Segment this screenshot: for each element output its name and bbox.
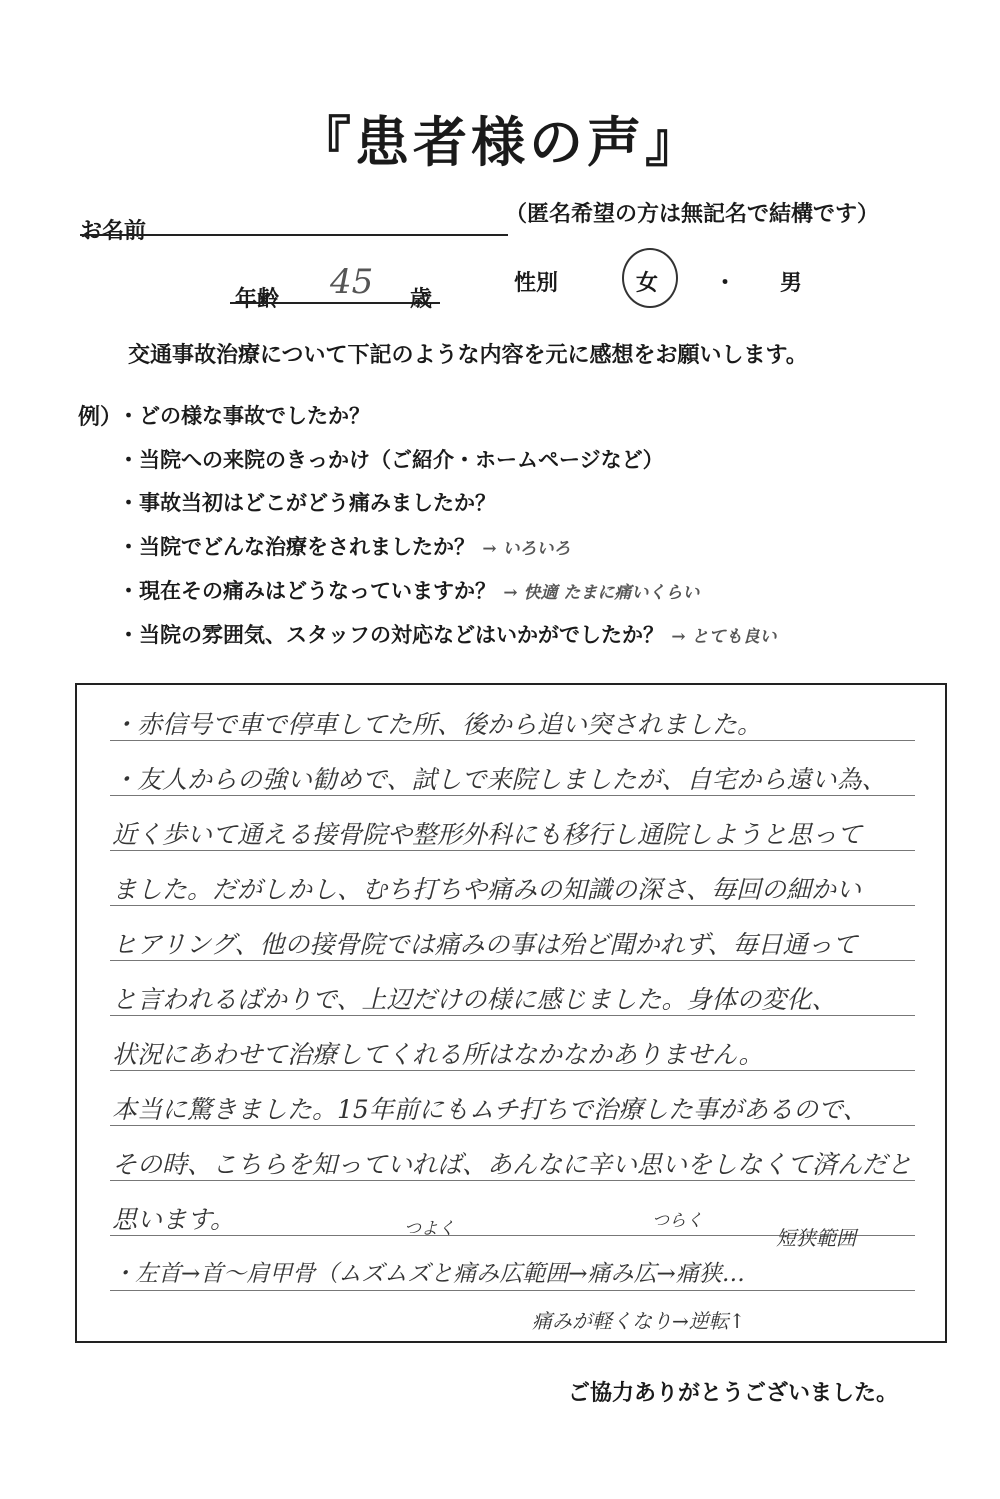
examples-prefix: 例） [78, 405, 123, 430]
name-label: お名前 [80, 219, 147, 244]
handwritten-line: 思います。 [112, 1205, 236, 1234]
handwritten-line: 本当に驚きました。15年前にもムチ打ちで治療した事があるので、 [112, 1095, 868, 1124]
example-item: ・当院でどんな治療をされましたか？ → いろいろ [118, 535, 571, 559]
sex-label: 性別 [514, 271, 559, 296]
example-note: → いろいろ [482, 539, 571, 559]
closing-thanks: ご協力ありがとうございました。 [568, 1381, 899, 1406]
handwritten-line: ました。だがしかし、むち打ちや痛みの知識の深さ、毎回の細かい [112, 875, 862, 904]
handwritten-annotation: つらく [652, 1211, 703, 1231]
handwritten-line: ・友人からの強い勧めで、試しで来院しましたが、自宅から遠い為、 [112, 765, 887, 794]
sex-separator: ・ [714, 271, 737, 296]
example-note: → 快適 たまに痛いくらい [503, 583, 700, 603]
handwritten-line: ヒアリング、他の接骨院では痛みの事は殆ど聞かれず、毎日通って [112, 930, 858, 959]
ruled-line [110, 1290, 915, 1291]
handwritten-annotation: 短狭範囲 [776, 1226, 856, 1250]
handwritten-annotation: つよく [404, 1219, 455, 1239]
example-item: ・当院への来院のきっかけ（ご紹介・ホームページなど） [118, 448, 664, 472]
handwritten-line: ・左首→首～肩甲骨（ムズムズと痛み広範囲→痛み広→痛狭… [112, 1261, 745, 1287]
example-note: → とても良い [671, 627, 777, 647]
age-unit: 歳 [410, 287, 433, 312]
age-value: 45 [330, 262, 374, 302]
handwritten-line: 近く歩いて通える接骨院や整形外科にも移行し通院しようと思って [112, 820, 863, 849]
handwritten-line: と言われるばかりで、上辺だけの様に感じました。身体の変化、 [112, 985, 837, 1014]
handwritten-line: その時、こちらを知っていれば、あんなに辛い思いをしなくて済んだと [112, 1150, 913, 1179]
page-title: 『患者様の声』 [297, 111, 703, 174]
intro-text: 交通事故治療について下記のような内容を元に感想をお願いします。 [128, 343, 808, 368]
sex-option-male: 男 [780, 271, 803, 296]
name-field-line [80, 234, 508, 236]
anonymous-note: （匿名希望の方は無記名で結構です） [505, 202, 880, 227]
example-item: ・当院の雰囲気、スタッフの対応などはいかがでしたか？ → とても良い [118, 623, 777, 647]
handwritten-line: ・赤信号で車で停車してた所、後から追い突されました。 [112, 710, 763, 739]
sex-option-female: 女 [636, 271, 659, 296]
example-item: ・事故当初はどこがどう痛みましたか？ [118, 491, 496, 515]
age-label: 年齢 [235, 287, 280, 312]
handwritten-line: 状況にあわせて治療してくれる所はなかなかありません。 [112, 1040, 764, 1069]
example-item: ・現在その痛みはどうなっていますか？ → 快適 たまに痛いくらい [118, 579, 700, 603]
example-item: ・どの様な事故でしたか？ [118, 404, 370, 428]
age-field-line [230, 302, 440, 304]
handwritten-annotation: 痛みが軽くなり→逆転↑ [532, 1309, 746, 1333]
